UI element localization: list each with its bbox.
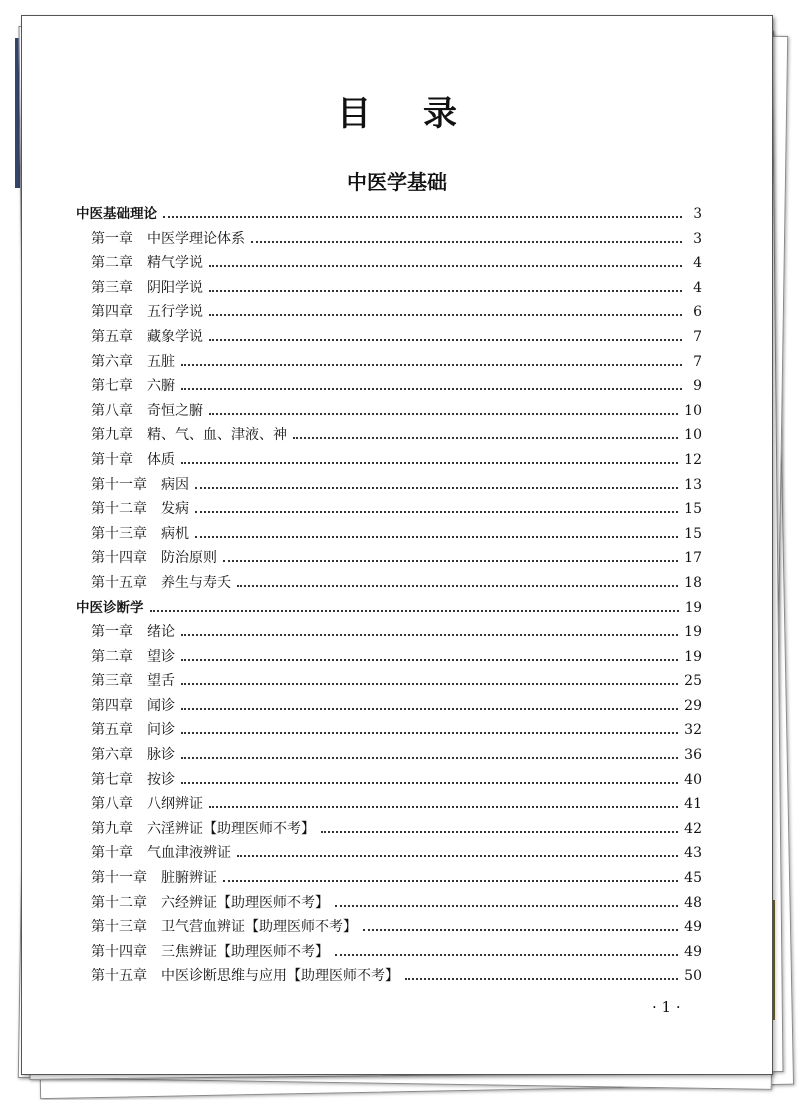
- toc-chapter-entry[interactable]: [76, 350, 702, 375]
- toc-chapter-entry[interactable]: [76, 300, 702, 325]
- toc-chapter-title: 五行学说: [147, 304, 203, 321]
- toc-chapter-title: 阴阳学说: [147, 279, 203, 296]
- toc-chapter-number: 第五章: [91, 328, 133, 345]
- dot-leader: [293, 437, 678, 439]
- toc-chapter-entry[interactable]: [76, 866, 702, 891]
- toc-chapter-title: 闻诊: [147, 697, 175, 714]
- dot-leader: [163, 216, 682, 218]
- toc-page-number: 3: [693, 206, 702, 222]
- dot-leader: [363, 929, 678, 931]
- toc-chapter-number: 第十一章: [91, 870, 147, 887]
- page-number: · 1 ·: [652, 998, 681, 1016]
- toc-chapter-number: 第八章: [91, 402, 133, 419]
- toc-chapter-title: 望诊: [147, 648, 175, 665]
- toc-chapter-number: 第四章: [91, 304, 133, 321]
- toc-page-number: 43: [684, 845, 702, 862]
- toc-page-number: 4: [693, 255, 702, 272]
- dot-leader: [321, 831, 678, 833]
- toc-chapter-entry[interactable]: [76, 915, 702, 940]
- toc-chapter-number: 第十三章: [91, 919, 147, 936]
- toc-chapter-entry[interactable]: [76, 571, 702, 596]
- toc-page-number: 10: [684, 427, 702, 444]
- dot-leader: [251, 241, 682, 243]
- toc-chapter-number: 第十二章: [91, 894, 147, 911]
- toc-chapter-number: 第十五章: [91, 574, 147, 591]
- toc-part-entry[interactable]: [76, 202, 702, 227]
- dot-leader: [209, 314, 682, 316]
- toc-page-number: 25: [684, 673, 702, 690]
- toc-chapter-number: 第二章: [91, 648, 133, 665]
- toc-chapter-entry[interactable]: [76, 669, 702, 694]
- toc-chapter-title: 藏象学说: [147, 328, 203, 345]
- toc-chapter-entry[interactable]: [76, 251, 702, 276]
- toc-page-number: 19: [684, 599, 702, 616]
- toc-chapter-number: 第十四章: [91, 550, 147, 567]
- dot-leader: [181, 659, 678, 661]
- toc-chapter-entry[interactable]: [76, 620, 702, 645]
- toc-chapter-title: 气血津液辨证: [147, 845, 231, 862]
- toc-chapter-entry[interactable]: [76, 645, 702, 670]
- toc-page-number: 10: [684, 402, 702, 419]
- dot-leader: [209, 265, 682, 267]
- toc-chapter-number: 第一章: [91, 230, 133, 247]
- toc-chapter-number: 第三章: [91, 279, 133, 296]
- toc-chapter-entry[interactable]: [76, 374, 702, 399]
- toc-chapter-number: 第六章: [91, 747, 133, 764]
- toc-chapter-number: 第十三章: [91, 525, 147, 542]
- toc-chapter-title: 六腑: [147, 378, 175, 395]
- toc-chapter-entry[interactable]: [76, 325, 702, 350]
- toc-page-number: 36: [684, 747, 702, 764]
- toc-chapter-number: 第四章: [91, 697, 133, 714]
- dot-leader: [405, 978, 678, 980]
- toc-chapter-title: 养生与寿夭: [161, 574, 231, 591]
- toc-page-number: 12: [684, 451, 702, 468]
- dot-leader: [181, 708, 678, 710]
- toc-page-number: 7: [693, 328, 702, 345]
- toc-page-number: 9: [693, 378, 702, 395]
- toc-chapter-title: 中医学理论体系: [147, 230, 245, 247]
- toc-page-number: 40: [684, 771, 702, 788]
- toc-page-number: 18: [684, 574, 702, 591]
- toc-chapter-entry[interactable]: [76, 940, 702, 965]
- toc-chapter-number: 第一章: [91, 624, 133, 641]
- toc-chapter-title: 绪论: [147, 624, 175, 641]
- toc-chapter-entry[interactable]: [76, 546, 702, 571]
- toc-chapter-title: 脉诊: [147, 747, 175, 764]
- toc-page-number: 13: [684, 476, 702, 493]
- toc-chapter-title: 奇恒之腑: [147, 402, 203, 419]
- toc-chapter-title: 病因: [161, 476, 189, 493]
- toc-page-number: 19: [684, 648, 702, 665]
- dot-leader: [237, 585, 678, 587]
- toc-chapter-number: 第十一章: [91, 476, 147, 493]
- toc-chapter-number: 第八章: [91, 796, 133, 813]
- toc-chapter-entry[interactable]: [76, 792, 702, 817]
- toc-chapter-title: 六经辨证【助理医师不考】: [161, 894, 329, 911]
- toc-page-number: 45: [684, 870, 702, 887]
- toc-chapter-number: 第十四章: [91, 943, 147, 960]
- toc-chapter-entry[interactable]: [76, 817, 702, 842]
- toc-chapter-title: 五脏: [147, 353, 175, 370]
- toc-chapter-title: 病机: [161, 525, 189, 542]
- toc-chapter-entry[interactable]: [76, 276, 702, 301]
- toc-chapter-entry[interactable]: [76, 522, 702, 547]
- dot-leader: [209, 413, 678, 415]
- dot-leader: [150, 610, 679, 612]
- toc-page-number: 3: [693, 230, 702, 247]
- dot-leader: [335, 954, 678, 956]
- toc-chapter-title: 脏腑辨证: [161, 870, 217, 887]
- toc-page-number: 17: [684, 550, 702, 567]
- toc-page-number: 15: [684, 525, 702, 542]
- toc-chapter-entry[interactable]: [76, 423, 702, 448]
- toc-page-number: 29: [684, 697, 702, 714]
- toc-page-number: 41: [684, 796, 702, 813]
- toc-chapter-title: 问诊: [147, 722, 175, 739]
- toc-chapter-title: 三焦辨证【助理医师不考】: [161, 943, 329, 960]
- dot-leader: [223, 560, 678, 562]
- toc-chapter-entry[interactable]: [76, 768, 702, 793]
- toc-chapter-entry[interactable]: [76, 497, 702, 522]
- toc-part-entry[interactable]: [76, 596, 702, 621]
- toc-chapter-number: 第七章: [91, 771, 133, 788]
- toc-page-number: 48: [684, 894, 702, 911]
- toc-chapter-title: 按诊: [147, 771, 175, 788]
- dot-leader: [209, 290, 682, 292]
- dot-leader: [335, 905, 678, 907]
- toc-chapter-title: 六淫辨证【助理医师不考】: [147, 820, 315, 837]
- toc-chapter-entry[interactable]: [76, 448, 702, 473]
- toc-chapter-title: 体质: [147, 451, 175, 468]
- toc-chapter-title: 望舌: [147, 673, 175, 690]
- toc-chapter-title: 精气学说: [147, 255, 203, 272]
- toc-page-number: 49: [684, 943, 702, 960]
- dot-leader: [181, 683, 678, 685]
- dot-leader: [209, 806, 678, 808]
- toc-chapter-number: 第九章: [91, 820, 133, 837]
- dot-leader: [195, 511, 678, 513]
- toc-chapter-number: 第十五章: [91, 968, 147, 985]
- toc-page-number: 32: [684, 722, 702, 739]
- page-title: 目录: [337, 94, 509, 134]
- dot-leader: [181, 388, 682, 390]
- toc-chapter-number: 第十章: [91, 845, 133, 862]
- toc-chapter-number: 第三章: [91, 673, 133, 690]
- toc-chapter-entry[interactable]: [76, 399, 702, 424]
- toc-chapter-number: 第九章: [91, 427, 133, 444]
- toc-chapter-entry[interactable]: [76, 473, 702, 498]
- toc-chapter-number: 第六章: [91, 353, 133, 370]
- toc-chapter-number: 第十章: [91, 451, 133, 468]
- toc-chapter-title: 中医诊断思维与应用【助理医师不考】: [161, 968, 399, 985]
- toc-page-number: 49: [684, 919, 702, 936]
- toc-chapter-title: 发病: [161, 501, 189, 518]
- toc-part-label: 中医诊断学: [76, 599, 144, 616]
- toc-chapter-title: 防治原则: [161, 550, 217, 567]
- dot-leader: [195, 487, 678, 489]
- toc-chapter-title: 卫气营血辨证【助理医师不考】: [161, 919, 357, 936]
- toc-chapter-entry[interactable]: [76, 964, 702, 989]
- dot-leader: [181, 732, 678, 734]
- toc-chapter-title: 八纲辨证: [147, 796, 203, 813]
- toc-page-number: 19: [684, 624, 702, 641]
- toc-chapter-number: 第十二章: [91, 501, 147, 518]
- toc-chapter-number: 第七章: [91, 378, 133, 395]
- toc-page-number: 6: [693, 304, 702, 321]
- dot-leader: [181, 782, 678, 784]
- toc-page-number: 42: [684, 820, 702, 837]
- toc-chapter-entry[interactable]: [76, 694, 702, 719]
- toc-chapter-number: 第二章: [91, 255, 133, 272]
- dot-leader: [181, 462, 678, 464]
- dot-leader: [195, 536, 678, 538]
- toc-chapter-entry[interactable]: [76, 891, 702, 916]
- toc-chapter-entry[interactable]: [76, 841, 702, 866]
- dot-leader: [181, 364, 682, 366]
- dot-leader: [209, 339, 682, 341]
- toc-part-label: 中医基础理论: [76, 206, 157, 222]
- toc-chapter-entry[interactable]: [76, 718, 702, 743]
- document-page: [21, 15, 773, 1075]
- toc-chapter-number: 第五章: [91, 722, 133, 739]
- table-of-contents: [76, 202, 702, 989]
- section-subtitle: 中医学基础: [347, 170, 447, 194]
- toc-chapter-entry[interactable]: [76, 743, 702, 768]
- toc-chapter-title: 精、气、血、津液、神: [147, 427, 287, 444]
- dot-leader: [223, 880, 678, 882]
- dot-leader: [181, 634, 678, 636]
- toc-page-number: 50: [684, 968, 702, 985]
- toc-page-number: 15: [684, 501, 702, 518]
- toc-page-number: 7: [693, 353, 702, 370]
- dot-leader: [181, 757, 678, 759]
- toc-page-number: 4: [693, 279, 702, 296]
- dot-leader: [237, 855, 678, 857]
- toc-chapter-entry[interactable]: [76, 227, 702, 252]
